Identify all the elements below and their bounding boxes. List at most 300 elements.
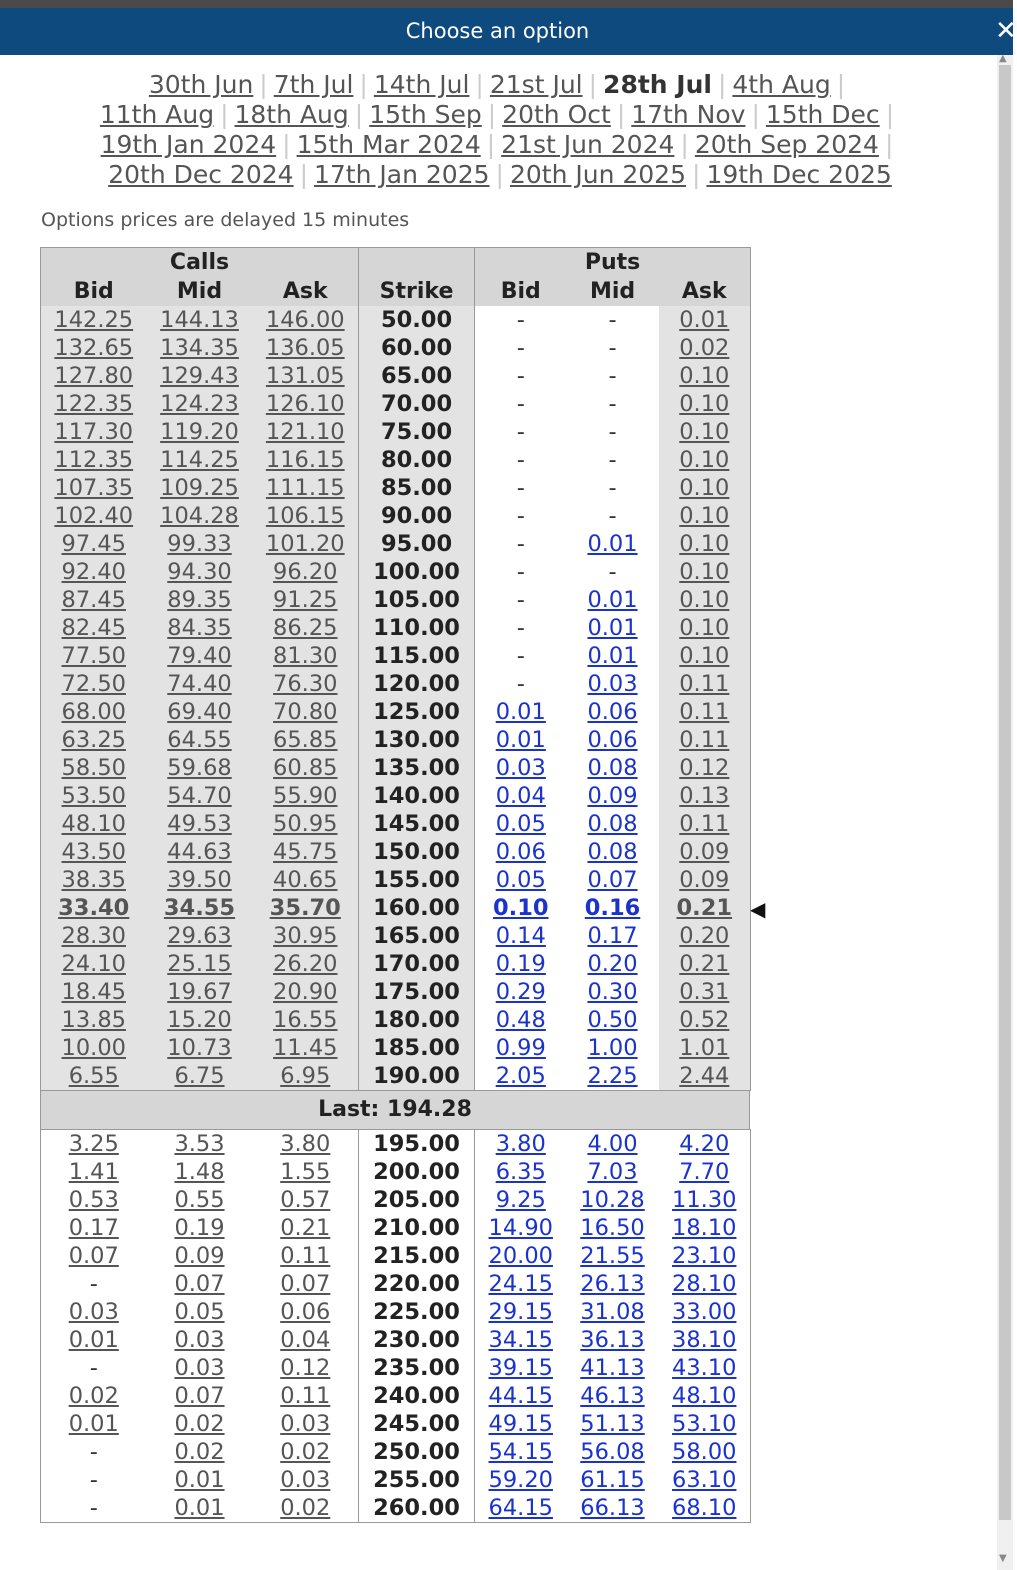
price-link[interactable]: 0.01 [174,1495,225,1521]
price-link[interactable]: 146.00 [265,307,345,333]
price-link[interactable]: 61.15 [580,1467,645,1493]
price-link[interactable]: 48.10 [672,1383,737,1409]
price-link[interactable]: 0.12 [280,1355,331,1381]
price-link[interactable]: 64.15 [488,1495,553,1521]
price-link[interactable]: 0.08 [587,811,638,837]
price-link[interactable]: 0.05 [174,1299,225,1325]
call-mid-cell [147,1494,253,1523]
expiry-link[interactable]: 19th Dec 2025 [706,160,892,189]
close-icon[interactable]: ✕ [995,8,1013,55]
strike-value: 190.00 [373,1063,460,1089]
price-link[interactable]: 0.10 [679,587,730,613]
price-link[interactable]: 38.10 [672,1327,737,1353]
expiry-link[interactable]: 20th Sep 2024 [694,130,879,159]
price-link[interactable]: 0.01 [68,1411,119,1437]
price-link[interactable]: 0.03 [174,1327,225,1353]
price-link[interactable]: 81.30 [273,643,338,669]
price-link[interactable]: 0.16 [584,895,641,921]
call-ask-cell [253,1006,359,1034]
price-link[interactable]: 34.15 [488,1327,553,1353]
price-link[interactable]: 6.75 [174,1063,225,1089]
price-link[interactable]: 43.50 [61,839,126,865]
price-link[interactable]: 0.09 [679,839,730,865]
empty-price: - [608,447,617,473]
put-bid-cell [475,950,567,978]
expiry-link[interactable]: 17th Nov [631,100,746,129]
price-link[interactable]: 45.75 [273,839,338,865]
price-link[interactable]: 26.20 [273,951,338,977]
price-link[interactable]: 14.90 [488,1215,553,1241]
price-link[interactable]: 4.00 [587,1131,638,1157]
price-link[interactable]: 6.55 [68,1063,119,1089]
price-link[interactable]: 34.55 [163,895,236,921]
price-link[interactable]: 13.85 [61,1007,126,1033]
price-link[interactable]: 19.67 [167,979,232,1005]
price-link[interactable]: 119.20 [160,419,239,445]
expiry-link[interactable]: 21st Jun 2024 [501,130,675,159]
price-link[interactable]: 132.65 [54,335,134,361]
price-link[interactable]: 91.25 [273,587,338,613]
price-link[interactable]: 0.30 [587,979,638,1005]
put-mid-cell [567,642,659,670]
price-link[interactable]: 72.50 [61,671,126,697]
price-link[interactable]: 0.31 [679,979,730,1005]
price-link[interactable]: 0.29 [495,979,546,1005]
price-link[interactable]: 0.02 [280,1439,331,1465]
price-link[interactable]: 38.35 [61,867,126,893]
price-link[interactable]: 1.01 [679,1035,730,1061]
scroll-up-icon[interactable]: ▲ [999,53,1007,64]
price-link[interactable]: 0.06 [495,839,546,865]
price-link[interactable]: 0.17 [587,923,638,949]
price-link[interactable]: 28.10 [672,1271,737,1297]
price-link[interactable]: 20.00 [488,1243,553,1269]
price-link[interactable]: 44.15 [488,1383,553,1409]
price-link[interactable]: 18.10 [672,1215,737,1241]
price-link[interactable]: 40.65 [273,867,338,893]
price-link[interactable]: 0.09 [679,867,730,893]
price-link[interactable]: 0.10 [679,615,730,641]
price-link[interactable]: 0.02 [174,1411,225,1437]
put-bid-cell [475,1242,567,1270]
price-link[interactable]: 0.01 [495,727,546,753]
expiry-link[interactable]: 20th Dec 2024 [108,160,294,189]
price-link[interactable]: 0.05 [495,811,546,837]
strike-value: 75.00 [380,419,453,445]
price-link[interactable]: 0.11 [280,1383,331,1409]
price-link[interactable]: 2.25 [587,1063,638,1089]
expiry-link[interactable]: 15th Dec [765,100,880,129]
price-link[interactable]: 116.15 [265,447,345,473]
price-link[interactable]: 127.80 [54,363,134,389]
price-link[interactable]: 0.04 [280,1327,331,1353]
put-ask-cell [659,1062,751,1091]
price-link[interactable]: 134.35 [160,335,239,361]
price-link[interactable]: 6.95 [280,1063,331,1089]
price-link[interactable]: 70.80 [273,699,338,725]
expiry-link[interactable]: 15th Mar 2024 [296,130,481,159]
price-link[interactable]: 31.08 [580,1299,645,1325]
price-link[interactable]: 3.25 [68,1131,119,1157]
put-ask-cell [659,698,751,726]
call-ask-cell [253,754,359,782]
price-link[interactable]: 0.48 [495,1007,546,1033]
price-link[interactable]: 55.90 [273,783,338,809]
price-link[interactable]: 3.80 [280,1131,331,1157]
price-link[interactable]: 131.05 [265,363,345,389]
put-mid-cell [567,1130,659,1159]
empty-price: - [516,363,525,389]
price-link[interactable]: 0.03 [68,1299,119,1325]
price-link[interactable]: 102.40 [54,503,134,529]
expiry-row [40,70,960,100]
price-link[interactable]: 0.04 [495,783,546,809]
price-link[interactable]: 0.11 [679,699,730,725]
price-link[interactable]: 28.30 [61,923,126,949]
price-link[interactable]: 0.19 [174,1215,225,1241]
price-link[interactable]: 6.35 [495,1159,546,1185]
price-link[interactable]: 82.45 [61,615,126,641]
price-link[interactable]: 0.99 [495,1035,546,1061]
price-link[interactable]: 2.44 [679,1063,730,1089]
price-link[interactable]: 39.50 [167,867,232,893]
price-link[interactable]: 0.02 [679,335,730,361]
price-link[interactable]: 112.35 [54,447,134,473]
price-link[interactable]: 96.20 [273,559,338,585]
price-link[interactable]: 107.35 [54,475,134,501]
price-link[interactable]: 0.13 [679,783,730,809]
price-link[interactable]: 53.10 [672,1411,737,1437]
price-link[interactable]: 0.20 [587,951,638,977]
price-link[interactable]: 0.07 [174,1383,225,1409]
price-link[interactable]: 1.00 [587,1035,638,1061]
price-link[interactable]: 58.00 [672,1439,737,1465]
price-link[interactable]: 87.45 [61,587,126,613]
price-link[interactable]: 94.30 [167,559,232,585]
price-link[interactable]: 0.01 [495,699,546,725]
price-link[interactable]: 63.25 [61,727,126,753]
last-price: Last: 194.28 [40,1091,750,1129]
price-link[interactable]: 0.10 [679,363,730,389]
price-link[interactable]: 16.50 [580,1215,645,1241]
price-link[interactable]: 0.10 [679,391,730,417]
price-link[interactable]: 24.15 [488,1271,553,1297]
price-link[interactable]: 0.01 [587,615,638,641]
price-link[interactable]: 29.15 [488,1299,553,1325]
price-link[interactable]: 101.20 [265,531,345,557]
call-mid-cell [147,362,253,390]
price-link[interactable]: 3.53 [174,1131,225,1157]
strike-value: 125.00 [373,699,460,725]
separator: | [588,70,598,99]
empty-price: - [516,447,525,473]
call-bid-cell [41,1130,147,1159]
price-link[interactable]: 74.40 [167,671,232,697]
call-bid-cell [41,642,147,670]
price-link[interactable]: 77.50 [61,643,126,669]
expiry-link[interactable]: 7th Jul [273,70,354,99]
price-link[interactable]: 0.02 [280,1495,331,1521]
price-link[interactable]: 0.11 [280,1243,331,1269]
put-bid-cell [475,670,567,698]
price-link[interactable]: 0.07 [174,1271,225,1297]
price-link[interactable]: 142.25 [54,307,134,333]
price-link[interactable]: 0.55 [174,1187,225,1213]
put-ask-cell [659,866,751,894]
option-row [41,474,751,502]
price-link[interactable]: 0.06 [280,1299,331,1325]
call-ask-cell [253,950,359,978]
strike-cell [359,1214,475,1242]
price-link[interactable]: 59.68 [167,755,232,781]
call-ask-cell [253,642,359,670]
price-link[interactable]: 10.00 [61,1035,126,1061]
price-link[interactable]: 51.13 [580,1411,645,1437]
price-link[interactable]: 1.55 [280,1159,331,1185]
call-bid-cell [41,1186,147,1214]
scroll-down-icon[interactable]: ▼ [999,1553,1007,1564]
price-link[interactable]: 0.07 [280,1271,331,1297]
separator: | [751,100,760,129]
price-link[interactable]: 84.35 [167,615,232,641]
put-mid-cell [567,698,659,726]
price-link[interactable]: 33.00 [672,1299,737,1325]
price-link[interactable]: 36.13 [580,1327,645,1353]
price-link[interactable]: 0.03 [280,1411,331,1437]
put-ask-cell [659,754,751,782]
expiry-link[interactable]: 11th Aug [99,100,215,129]
price-link[interactable]: 39.15 [488,1355,553,1381]
price-link[interactable]: 0.06 [587,699,638,725]
price-link[interactable]: 0.09 [174,1243,225,1269]
option-row [41,754,751,782]
put-mid-cell [567,390,659,418]
price-link[interactable]: 136.05 [265,335,345,361]
price-link[interactable]: 0.21 [280,1215,331,1241]
price-link[interactable]: 129.43 [160,363,239,389]
price-link[interactable]: 0.11 [679,671,730,697]
expiry-link[interactable]: 28th Jul [603,70,712,99]
price-link[interactable]: 0.10 [679,475,730,501]
price-link[interactable]: 44.63 [167,839,232,865]
price-link[interactable]: 0.01 [68,1327,119,1353]
price-link[interactable]: 0.02 [68,1383,119,1409]
price-link[interactable]: 0.12 [679,755,730,781]
put-mid-cell [567,1062,659,1091]
price-link[interactable]: 89.35 [167,587,232,613]
price-link[interactable]: 92.40 [61,559,126,585]
call-ask-cell [253,1410,359,1438]
expiry-link[interactable]: 18th Aug [234,100,349,129]
price-link[interactable]: 126.10 [265,391,345,417]
price-link[interactable]: 30.95 [273,923,338,949]
price-link[interactable]: 76.30 [273,671,338,697]
price-link[interactable]: 0.14 [495,923,546,949]
price-link[interactable]: 0.11 [679,811,730,837]
price-link[interactable]: 11.45 [273,1035,338,1061]
price-link[interactable]: 68.10 [672,1495,737,1521]
price-link[interactable]: 46.13 [580,1383,645,1409]
price-link[interactable]: 0.50 [587,1007,638,1033]
price-link[interactable]: 0.10 [679,447,730,473]
price-link[interactable]: 0.03 [174,1355,225,1381]
price-link[interactable]: 60.85 [273,755,338,781]
price-link[interactable]: 104.28 [160,503,239,529]
price-link[interactable]: 18.45 [61,979,126,1005]
price-link[interactable]: 10.28 [580,1187,645,1213]
price-link[interactable]: 0.01 [587,587,638,613]
price-link[interactable]: 29.63 [167,923,232,949]
price-link[interactable]: 66.13 [580,1495,645,1521]
price-link[interactable]: 49.53 [167,811,232,837]
price-link[interactable]: 117.30 [54,419,134,445]
strike-value: 155.00 [373,867,460,893]
price-link[interactable]: 26.13 [580,1271,645,1297]
price-link[interactable]: 48.10 [61,811,126,837]
put-bid-cell [475,1130,567,1159]
expiry-link[interactable]: 20th Jun 2025 [509,160,686,189]
price-link[interactable]: 121.10 [265,419,345,445]
price-link[interactable]: 0.11 [679,727,730,753]
expiry-link[interactable]: 19th Jan 2024 [100,130,277,159]
price-link[interactable]: 122.35 [54,391,134,417]
price-link[interactable]: 0.10 [679,531,730,557]
price-link[interactable]: 41.13 [580,1355,645,1381]
price-link[interactable]: 0.01 [587,643,638,669]
price-link[interactable]: 2.05 [495,1063,546,1089]
price-link[interactable]: 53.50 [61,783,126,809]
price-link[interactable]: 59.20 [488,1467,553,1493]
price-link[interactable]: 124.23 [160,391,239,417]
price-link[interactable]: 0.02 [174,1439,225,1465]
put-bid-cell [475,1006,567,1034]
call-mid-cell [147,1326,253,1354]
price-link[interactable]: 0.52 [679,1007,730,1033]
price-link[interactable]: 0.10 [679,503,730,529]
price-link[interactable]: 0.09 [587,783,638,809]
price-link[interactable]: 0.17 [68,1215,119,1241]
price-link[interactable]: 0.10 [679,559,730,585]
price-link[interactable]: 54.70 [167,783,232,809]
price-link[interactable]: 109.25 [160,475,239,501]
put-ask-cell [659,670,751,698]
price-link[interactable]: 0.19 [495,951,546,977]
scrollbar-thumb[interactable] [999,65,1011,1520]
price-link[interactable]: 3.80 [495,1131,546,1157]
price-link[interactable]: 24.10 [61,951,126,977]
expiry-link[interactable]: 17th Jan 2025 [314,160,490,189]
price-link[interactable]: 0.07 [587,867,638,893]
price-link[interactable]: 0.03 [280,1467,331,1493]
expiry-link[interactable]: 21st Jul [489,70,583,99]
price-link[interactable]: 0.07 [68,1243,119,1269]
put-mid-cell [567,670,659,698]
expiry-link[interactable]: 4th Aug [732,70,831,99]
price-link[interactable]: 33.40 [58,895,130,921]
price-link[interactable]: 0.08 [587,755,638,781]
price-link[interactable]: 0.57 [280,1187,331,1213]
price-link[interactable]: 69.40 [167,699,232,725]
price-link[interactable]: 0.03 [587,671,638,697]
price-link[interactable]: 64.55 [167,727,232,753]
price-link[interactable]: 4.20 [679,1131,730,1157]
price-link[interactable]: 10.73 [167,1035,232,1061]
price-link[interactable]: 0.21 [679,951,730,977]
price-link[interactable]: 0.03 [495,755,546,781]
expiry-row [40,160,960,190]
price-link[interactable]: 50.95 [273,811,338,837]
price-link[interactable]: 21.55 [580,1243,645,1269]
price-link[interactable]: 0.10 [493,895,549,921]
price-link[interactable]: 0.01 [679,307,730,333]
price-link[interactable]: 114.25 [160,447,239,473]
price-link[interactable]: 25.15 [167,951,232,977]
price-link[interactable]: 56.08 [580,1439,645,1465]
price-link[interactable]: 0.01 [174,1467,225,1493]
price-link[interactable]: 20.90 [273,979,338,1005]
price-link[interactable]: 1.41 [68,1159,119,1185]
price-link[interactable]: 79.40 [167,643,232,669]
scrollbar[interactable] [997,55,1013,1570]
price-link[interactable]: 144.13 [160,307,239,333]
expiry-link[interactable]: 14th Jul [373,70,470,99]
call-bid-cell [41,950,147,978]
price-link[interactable]: 23.10 [672,1243,737,1269]
price-link[interactable]: 86.25 [273,615,338,641]
price-link[interactable]: 97.45 [61,531,126,557]
put-bid-cell [475,978,567,1006]
price-link[interactable]: 0.53 [68,1187,119,1213]
price-link[interactable]: 63.10 [672,1467,737,1493]
price-link[interactable]: 0.06 [587,727,638,753]
price-link[interactable]: 0.01 [587,531,638,557]
price-link[interactable]: 0.10 [679,419,730,445]
price-link[interactable]: 0.20 [679,923,730,949]
price-link[interactable]: 16.55 [273,1007,338,1033]
price-link[interactable]: 7.70 [679,1159,730,1185]
price-link[interactable]: 15.20 [167,1007,232,1033]
price-link[interactable]: 99.33 [167,531,232,557]
call-mid-cell [147,1382,253,1410]
price-link[interactable]: 106.15 [265,503,345,529]
price-link[interactable]: 65.85 [273,727,338,753]
price-link[interactable]: 0.10 [679,643,730,669]
price-link[interactable]: 1.48 [174,1159,225,1185]
option-row [41,950,751,978]
expiry-link[interactable]: 30th Jun [148,70,254,99]
price-link[interactable]: 58.50 [61,755,126,781]
price-link[interactable]: 9.25 [495,1187,546,1213]
price-link[interactable]: 111.15 [265,475,345,501]
price-link[interactable]: 49.15 [488,1411,553,1437]
price-link[interactable]: 35.70 [269,895,341,921]
put-ask-cell [659,446,751,474]
price-link[interactable]: 0.08 [587,839,638,865]
expiry-link[interactable]: 20th Oct [502,100,611,129]
price-link[interactable]: 0.21 [676,895,733,921]
strike-value: 100.00 [373,559,460,585]
current-price-pointer-icon: ◀ [750,897,766,921]
call-ask-cell [253,1326,359,1354]
price-link[interactable]: 7.03 [587,1159,638,1185]
price-link[interactable]: 54.15 [488,1439,553,1465]
expiry-link[interactable]: 15th Sep [369,100,482,129]
price-link[interactable]: 68.00 [61,699,126,725]
price-link[interactable]: 0.05 [495,867,546,893]
price-link[interactable]: 43.10 [672,1355,737,1381]
put-bid-cell [475,1410,567,1438]
price-link[interactable]: 11.30 [672,1187,737,1213]
